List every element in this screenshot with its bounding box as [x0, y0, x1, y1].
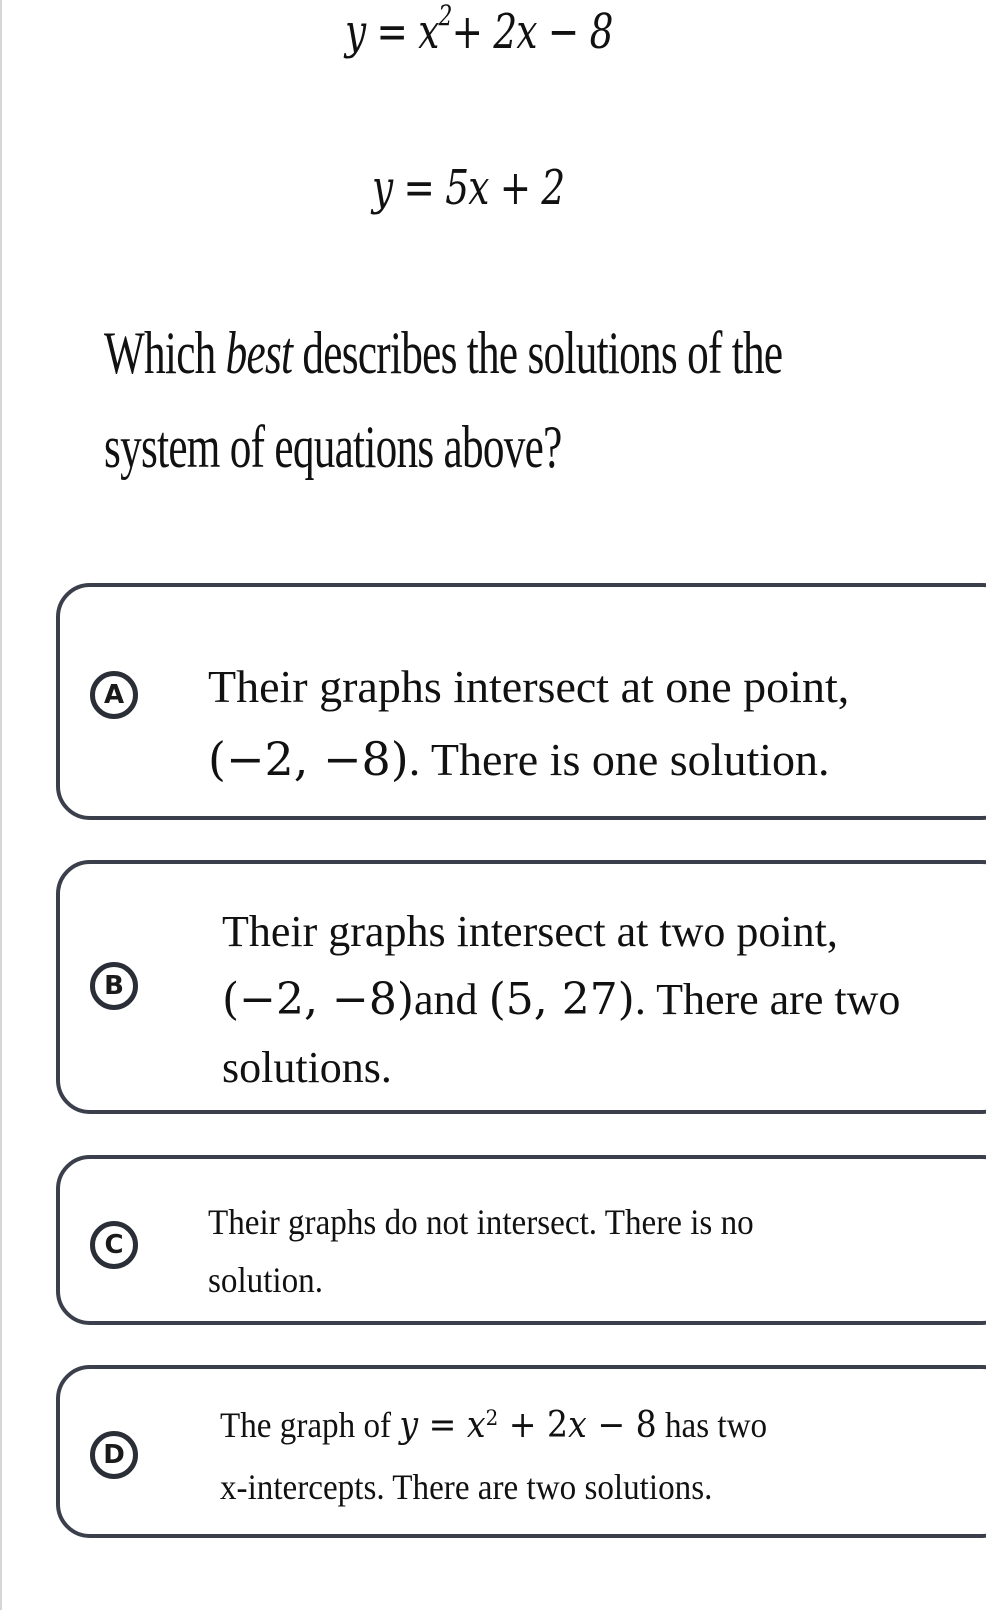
question-emphasis: best	[225, 320, 293, 386]
option-letter-d-icon: D	[90, 1431, 138, 1479]
option-b-text: Their graphs intersect at two point, (−2, −8)and (5, 27). There are two solutions.	[222, 907, 901, 1092]
answer-option-d[interactable]	[56, 1365, 986, 1538]
answer-option-c[interactable]	[56, 1155, 986, 1325]
option-d-text: The graph of $y = x^2 + 2x - 8$ has two x-intercepts. There are two solutions.	[220, 1405, 768, 1507]
question-text: Which best describes the solutions of the system of equations above?	[104, 320, 783, 480]
left-edge-divider	[0, 0, 2, 1610]
option-a-text: Their graphs intersect at one point, (−2, −8). There is one solution.	[208, 661, 850, 786]
option-c-text: Their graphs do not intersect. There is no solution.	[208, 1202, 754, 1300]
option-letter-a-icon: A	[90, 671, 138, 719]
answer-option-b[interactable]	[56, 860, 986, 1114]
answer-option-a[interactable]	[56, 583, 986, 820]
option-letter-b-icon: B	[90, 962, 138, 1010]
equation-linear: y = 5x + 2	[372, 160, 565, 216]
option-letter-c-icon: C	[90, 1221, 138, 1269]
equation-quadratic: $y = x^2+ 2x - 8$	[345, 0, 613, 60]
